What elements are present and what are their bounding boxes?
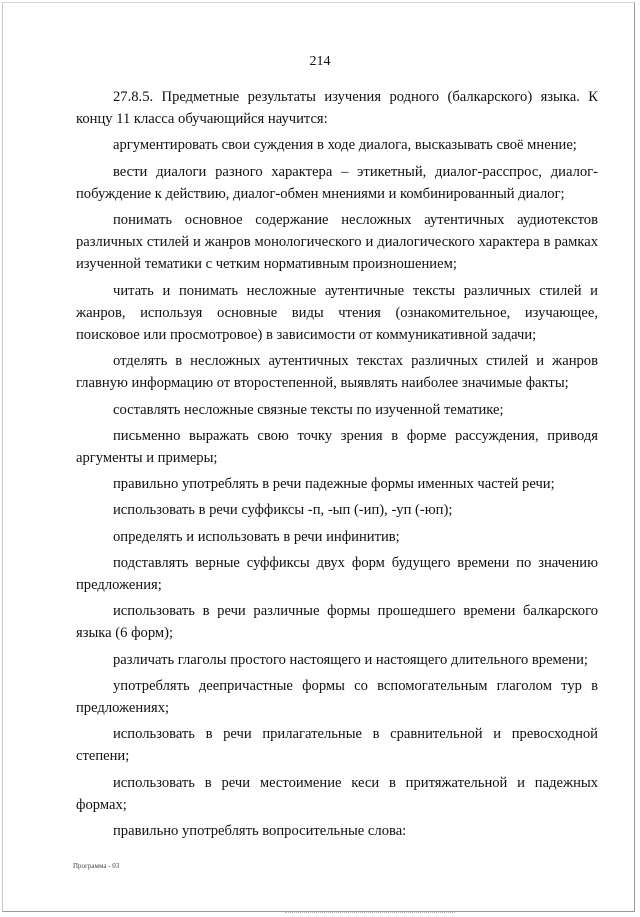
list-item: правильно употреблять в речи падежные формы именных частей речи;	[113, 476, 555, 493]
list-item: использовать в речи суффиксы -п, -ып (-ип), -уп (-юп);	[113, 502, 453, 519]
list-item: использовать в речи местоимение кеси в притяжательной и падежных формах;	[76, 774, 598, 813]
list-item: употреблять деепричастные формы со вспомогательным глаголом тур в предложениях;	[76, 677, 598, 717]
bottom-divider	[285, 912, 455, 913]
list-item: аргументировать свои суждения в ходе диалога, высказывать своё мнение;	[113, 137, 577, 154]
list-item: правильно употреблять вопросительные слова:	[113, 823, 407, 840]
list-item: составлять несложные связные тексты по изученной тематике;	[113, 401, 504, 418]
document-body	[76, 86, 598, 842]
footer-note: Программа - 03	[73, 862, 120, 870]
page-number: 214	[309, 54, 331, 69]
list-item: подставлять верные суффиксы двух форм будущего времени по значению предложения;	[76, 554, 598, 594]
list-item: читать и понимать несложные аутентичные тексты различных стилей и жанров, используя основные виды чтения (ознакомительное, изучающее, поисковое или просмотровое) в зависимости от коммуникативной задачи;	[76, 282, 598, 344]
list-item: письменно выражать свою точку зрения в форме рассуждения, приводя аргументы и примеры;	[76, 427, 598, 467]
list-item: использовать в речи прилагательные в сравнительной и превосходной степени;	[76, 726, 598, 765]
list-item: отделять в несложных аутентичных текстах различных стилей и жанров главную информацию от второстепенной, выявлять наиболее значимые факты;	[76, 353, 598, 392]
list-item: понимать основное содержание несложных аутентичных аудиотекстов различных стилей и жанров монологического и диалогического характера в рамках изученной тематики с четким нормативным произношением;	[76, 212, 598, 273]
list-item: определять и использовать в речи инфинитив;	[113, 528, 400, 545]
list-item: различать глаголы простого настоящего и настоящего длительного времени;	[113, 651, 588, 668]
list-item: вести диалоги разного характера – этикетный, диалог-расспрос, диалог-побуждение к действию, диалог-обмен мнениями и комбинированный диалог;	[76, 163, 598, 202]
section-heading-paragraph: 27.8.5. Предметные результаты изучения родного (балкарского) языка. К концу 11 класса обучающийся научится:	[76, 89, 598, 128]
list-item: использовать в речи различные формы прошедшего времени балкарского языка (6 форм);	[76, 603, 598, 642]
